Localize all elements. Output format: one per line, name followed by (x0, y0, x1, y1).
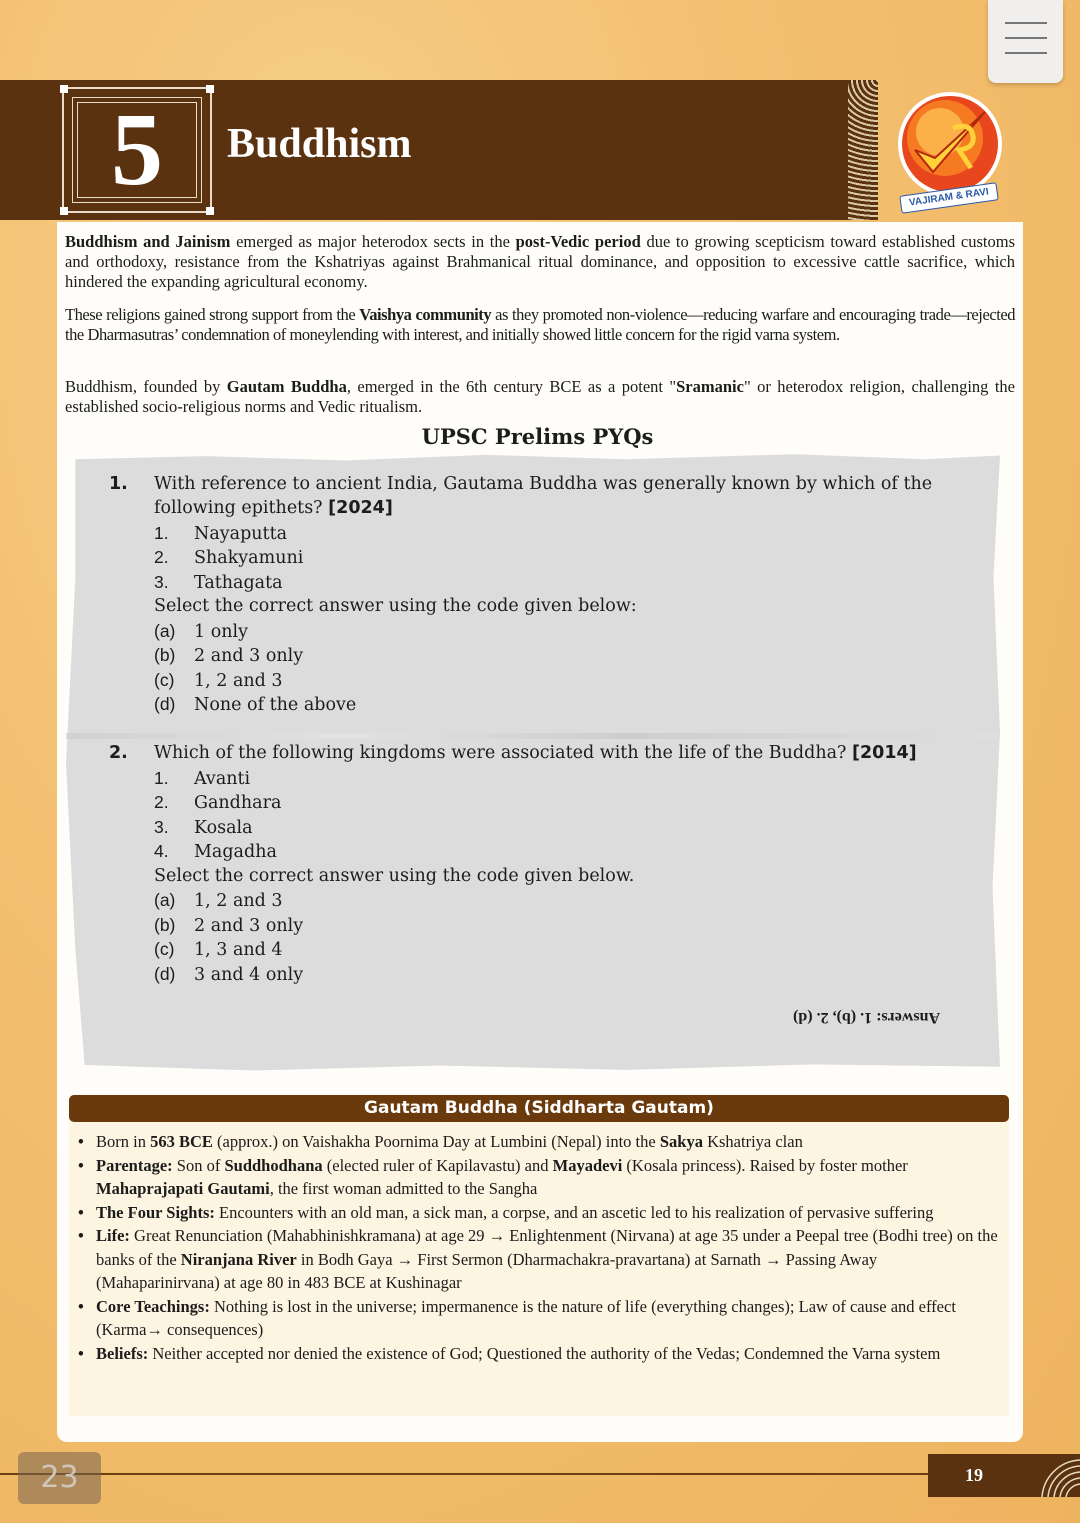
intro-paragraph-2 (65, 305, 1015, 345)
text: " or heterodox religion, challenging the established socio-religious norms and Vedic ritualism. (65, 377, 1015, 416)
list-item: 3. Tathagata (154, 572, 283, 593)
bio-list (74, 1130, 1004, 1365)
text: Buddhism, founded by (65, 377, 227, 396)
hamburger-line (1005, 22, 1047, 24)
page-number: 19 (928, 1454, 1020, 1497)
answer-option: (b) 2 and 3 only (154, 645, 304, 666)
answer-option: (c) 1, 2 and 3 (154, 670, 283, 691)
list-item: • Born in 563 BCE (approx.) on Vaishakha Poornima Day at Lumbini (Nepal) into the Sakya Kshatriya clan (74, 1130, 1004, 1154)
answer-key-inverted: Answers: 1. (b), 2. (d) (793, 1009, 941, 1026)
footer-decoration-icon (1020, 1454, 1080, 1497)
chapter-title: Buddhism (227, 121, 412, 167)
list-item: • Beliefs: Neither accepted nor denied the existence of God; Questioned the authority of the Vedas; Condemned the Varna system (74, 1342, 1004, 1366)
answer-option: (a) 1 only (154, 621, 248, 642)
text: as they promoted non-violence—reducing warfare and encouraging trade—rejected the Dharmasutras’ condemnation of moneylending with interest, and initially showed little concern for the rigid varna system. (65, 305, 1015, 344)
text: These religions gained strong support from the (65, 305, 360, 324)
list-item: 2. Shakyamuni (154, 547, 304, 568)
list-item: 4. Magadha (154, 841, 277, 862)
menu-button[interactable] (988, 0, 1063, 83)
bold-text: Vaishya community (359, 305, 492, 324)
text: emerged as major heterodox sects in the (230, 232, 516, 251)
year-tag: [2014] (851, 743, 917, 763)
question-number: 2. (109, 743, 128, 763)
question-text: With reference to ancient India, Gautama Buddha was generally known by which of the (154, 474, 933, 494)
list-item: • The Four Sights: Encounters with an old man, a sick man, a corpse, and an ascetic led to his realization of pervasive suffering (74, 1201, 1004, 1225)
question-text: Which of the following kingdoms were associated with the life of the Buddha? [2014] (154, 743, 917, 763)
logo-caption: VAJIRAM & RAVI (899, 182, 999, 213)
paper-tear (66, 733, 1000, 739)
header-decoration (848, 80, 878, 220)
footer-divider (0, 1473, 928, 1475)
answer-option: (c) 1, 3 and 4 (154, 939, 283, 960)
section-title: Gautam Buddha (Siddharta Gautam) (69, 1095, 1009, 1122)
list-item: 2. Gandhara (154, 792, 282, 813)
chapter-number: 5 (111, 92, 163, 207)
question-number: 1. (109, 474, 128, 494)
year-tag: [2024] (328, 498, 393, 518)
text: , emerged in the 6th century BCE as a potent " (346, 377, 677, 396)
bold-text: Buddhism and Jainism (65, 232, 231, 251)
list-item: 1. Nayaputta (154, 523, 288, 544)
hamburger-line (1005, 37, 1047, 39)
answer-option: (d) 3 and 4 only (154, 964, 304, 985)
bold-text: Sramanic (676, 377, 744, 396)
question-text: following epithets? [2024] (154, 498, 393, 518)
intro-paragraph-3 (65, 377, 1015, 417)
viewer-page-indicator[interactable]: 23 (18, 1452, 101, 1504)
intro-paragraph-1 (65, 232, 1015, 292)
answer-option: (d) None of the above (154, 694, 357, 715)
bold-text: Gautam Buddha (226, 377, 347, 396)
list-item: • Life: Great Renunciation (Mahabhinishkramana) at age 29 → Enlightenment (Nirvana) at age 35 under a Peepal tree (Bodhi tree) on the banks of the Niranjana River in Bodh Gaya → First Sermon (Dharmachakra-pravartana) at Sarnath → Passing Away (Mahaparinirvana) at age 80 in 483 BCE at Kushinagar (74, 1224, 1004, 1295)
answer-option: (b) 2 and 3 only (154, 915, 304, 936)
list-item: • Core Teachings: Nothing is lost in the universe; impermanence is the nature of life (everything changes); Law of cause and effect (Karma→ consequences) (74, 1295, 1004, 1342)
list-item: 1. Avanti (154, 768, 251, 789)
list-item: 3. Kosala (154, 817, 253, 838)
instruction: Select the correct answer using the code given below: (154, 596, 637, 616)
hamburger-line (1005, 52, 1047, 54)
answer-option: (a) 1, 2 and 3 (154, 890, 283, 911)
bold-text: post-Vedic period (515, 232, 641, 251)
pyq-heading: UPSC Prelims PYQs (421, 424, 654, 449)
list-item: • Parentage: Son of Suddhodhana (elected ruler of Kapilavastu) and Mayadevi (Kosala princess). Raised by foster mother Mahaprajapati Gautami, the first woman admitted to the Sangha (74, 1154, 1004, 1201)
instruction: Select the correct answer using the code given below. (154, 866, 635, 886)
text: due to growing scepticism toward established customs and orthodoxy, resistance from the Kshatriyas against Brahmanical ritual dominance, and opposition to excessive cattle sacrifice, which hindered the expanding agricultural economy. (65, 232, 1016, 291)
